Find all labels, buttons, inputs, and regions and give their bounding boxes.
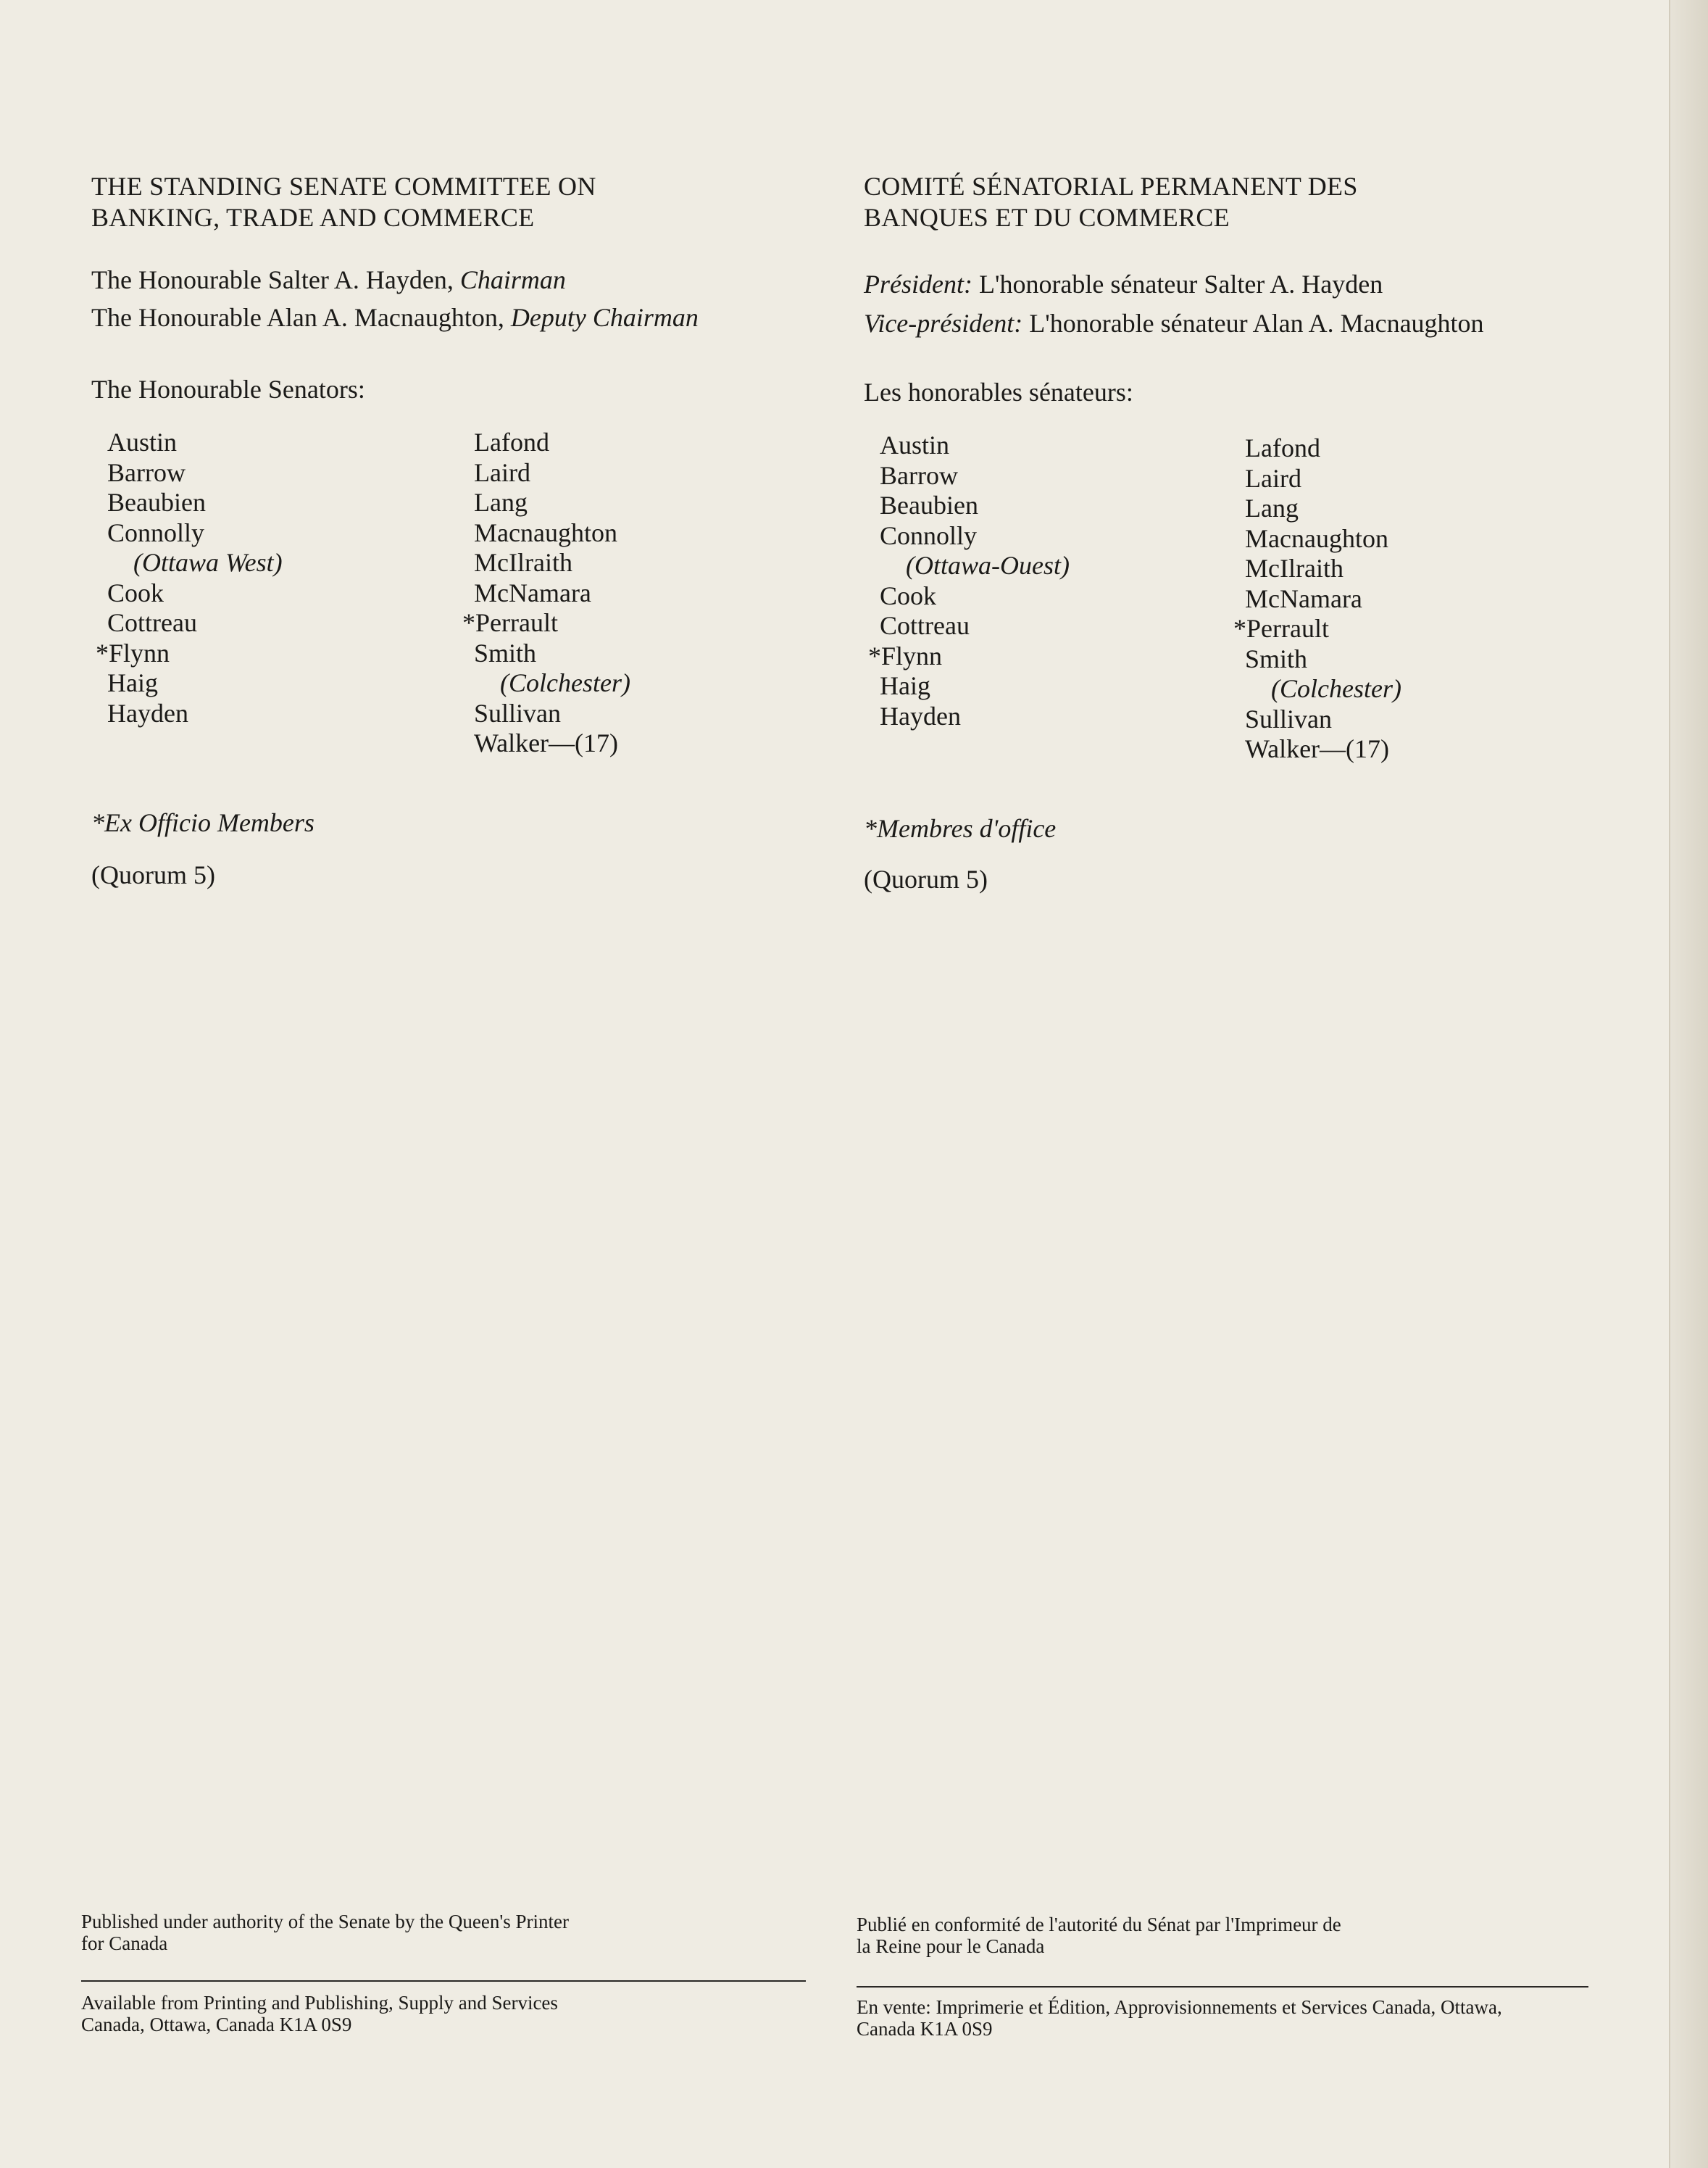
- senator-list-item: Laird: [1245, 463, 1301, 493]
- footer-rule-en: [81, 1980, 806, 1982]
- senator-list-item: McNamara: [1245, 583, 1362, 613]
- senator-list-item: Cook: [880, 581, 937, 610]
- senator-list-item: Connolly: [880, 520, 978, 550]
- members-list-left-en: [96, 428, 283, 728]
- senator-list-item: (Colchester): [500, 668, 630, 697]
- senator-list-item: Cottreau: [880, 611, 970, 640]
- senator-list-item: Laird: [474, 457, 530, 487]
- senator-list-item: *Perrault: [1233, 614, 1329, 643]
- available-note-en: Available from Printing and Publishing, Supply and Services Canada, Ottawa, Canada K1A 0S9: [81, 1992, 558, 2035]
- senator-list-item: Beaubien: [880, 491, 978, 520]
- senator-list-item: Barrow: [880, 460, 958, 490]
- english-column: [81, 0, 816, 2168]
- senator-list-item: Lang: [1245, 494, 1299, 523]
- french-column: [857, 0, 1588, 2168]
- senator-list-item: McIlraith: [1245, 554, 1344, 583]
- senators-label-en: The Honourable Senators:: [91, 375, 365, 404]
- chairman-role: Chairman: [459, 265, 566, 294]
- committee-title-line-1: COMITÉ SÉNATORIAL PERMANENT DES: [864, 172, 1358, 201]
- senator-list-item: *Flynn: [868, 641, 943, 670]
- senator-list-item: McNamara: [474, 578, 591, 607]
- quorum-fr: (Quorum 5): [864, 865, 988, 894]
- committee-title-line-2: BANKING, TRADE AND COMMERCE: [91, 203, 535, 232]
- committee-title-en: [91, 171, 816, 233]
- footer-rule-fr: [857, 1986, 1588, 1988]
- chairman-name: L'honorable sénateur Salter A. Hayden: [978, 270, 1383, 299]
- senator-list-item: Austin: [107, 428, 178, 457]
- ex-officio-note-en: *Ex Officio Members: [91, 808, 314, 837]
- chairman-name: The Honourable Salter A. Hayden,: [91, 265, 454, 294]
- senator-list-item: McIlraith: [474, 548, 572, 577]
- members-list-left-fr: [868, 431, 1070, 731]
- deputy-chairman-line-fr: [864, 307, 1484, 339]
- page-edge: [1669, 0, 1708, 2168]
- senator-list-item: Cook: [107, 578, 164, 607]
- deputy-chairman-name: The Honourable Alan A. Macnaughton,: [91, 303, 504, 332]
- chairman-role: Président:: [864, 270, 972, 299]
- members-list-right-fr: [1233, 433, 1401, 765]
- senators-label-fr: Les honorables sénateurs:: [864, 378, 1133, 407]
- published-note-en: Published under authority of the Senate by the Queen's Printer for Canada: [81, 1911, 569, 1954]
- senator-list-item: Connolly: [107, 518, 205, 547]
- senator-list-item: (Colchester): [1271, 674, 1401, 703]
- senator-list-item: Haig: [880, 671, 930, 700]
- committee-title-fr: [864, 171, 1588, 233]
- senator-list-item: Walker—(17): [1245, 734, 1390, 763]
- chairman-line-fr: [864, 268, 1383, 300]
- senator-list-item: Sullivan: [1245, 704, 1333, 734]
- senator-list-item: Lang: [474, 488, 528, 517]
- senator-list-item: Smith: [474, 638, 537, 668]
- senator-list-item: Hayden: [880, 701, 961, 731]
- senator-list-item: (Ottawa-Ouest): [906, 551, 1070, 580]
- senator-list-item: (Ottawa West): [133, 548, 283, 577]
- senator-list-item: Lafond: [1245, 433, 1320, 462]
- senator-list-item: *Perrault: [462, 608, 558, 637]
- deputy-chairman-role: Deputy Chairman: [510, 303, 699, 332]
- quorum-en: (Quorum 5): [91, 860, 215, 889]
- senator-list-item: Austin: [880, 431, 950, 460]
- members-list-right-en: [462, 428, 630, 759]
- deputy-chairman-name: L'honorable sénateur Alan A. Macnaughton: [1029, 309, 1484, 338]
- committee-title-line-2: BANQUES ET DU COMMERCE: [864, 203, 1230, 232]
- ex-officio-note-fr: *Membres d'office: [864, 814, 1057, 843]
- senator-list-item: Haig: [107, 668, 158, 697]
- senator-list-item: Barrow: [107, 457, 186, 487]
- senator-list-item: Beaubien: [107, 488, 206, 517]
- deputy-chairman-line-en: [91, 302, 699, 333]
- senator-list-item: Hayden: [107, 698, 188, 728]
- senator-list-item: Sullivan: [474, 698, 562, 728]
- senator-list-item: *Flynn: [96, 638, 170, 668]
- committee-title-line-1: THE STANDING SENATE COMMITTEE ON: [91, 172, 596, 201]
- senator-list-item: Macnaughton: [474, 518, 617, 547]
- senator-list-item: Smith: [1245, 644, 1308, 673]
- senator-list-item: Macnaughton: [1245, 523, 1388, 553]
- chairman-line-en: [91, 264, 566, 296]
- available-note-fr: En vente: Imprimerie et Édition, Approvisionnements et Services Canada, Ottawa, Canada K1A 0S9: [857, 1996, 1502, 2040]
- senator-list-item: Lafond: [474, 428, 549, 457]
- published-note-fr: Publié en conformité de l'autorité du Sénat par l'Imprimeur de la Reine pour le Canada: [857, 1914, 1341, 1957]
- senator-list-item: Walker—(17): [474, 728, 619, 757]
- senator-list-item: Cottreau: [107, 608, 197, 637]
- deputy-chairman-role: Vice-président:: [864, 309, 1023, 338]
